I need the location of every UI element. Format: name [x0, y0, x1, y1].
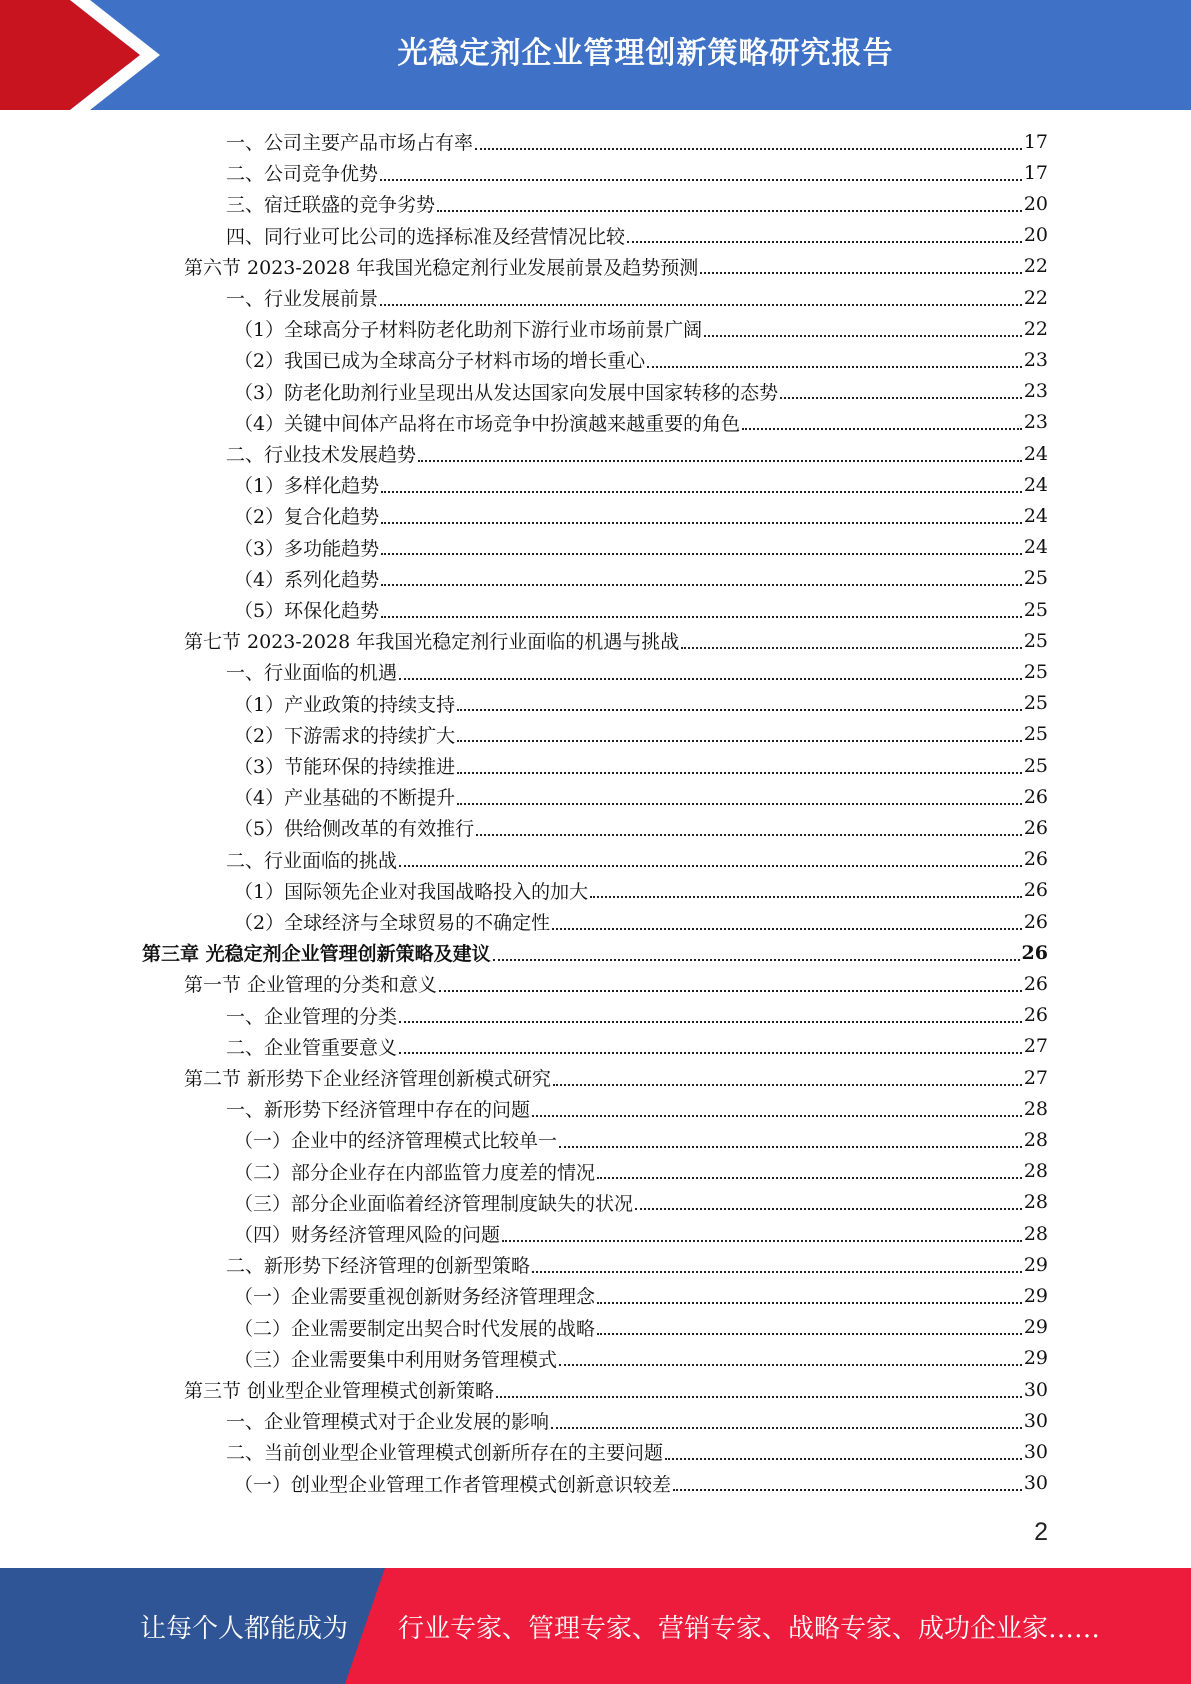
- toc-dot-leader: [381, 522, 1022, 524]
- toc-dot-leader: [590, 896, 1022, 898]
- toc-entry-page: 30: [1023, 1409, 1048, 1432]
- toc-entry[interactable]: [234, 1156, 1048, 1187]
- toc-entry-title: （4）系列化趋势: [234, 568, 380, 591]
- toc-entry-title: （三）部分企业面临着经济管理制度缺失的状况: [234, 1192, 634, 1215]
- toc-dot-leader: [437, 210, 1022, 212]
- toc-entry[interactable]: [234, 407, 1048, 438]
- page-footer: [0, 1568, 1191, 1684]
- toc-entry-title: 第三节 创业型企业管理模式创新策略: [184, 1380, 495, 1402]
- toc-entry-title: 一、企业管理模式对于企业发展的影响: [226, 1411, 550, 1434]
- toc-dot-leader: [647, 366, 1022, 368]
- toc-entry[interactable]: [234, 469, 1048, 500]
- toc-dot-leader: [673, 1489, 1022, 1491]
- toc-dot-leader: [780, 397, 1022, 399]
- toc-dot-leader: [704, 335, 1022, 337]
- toc-dot-leader: [380, 304, 1022, 306]
- toc-entry-title: 一、行业面临的机遇: [226, 662, 398, 685]
- toc-entry-title: 二、公司竞争优势: [226, 163, 379, 186]
- toc-entry[interactable]: [234, 594, 1048, 625]
- toc-entry-title: 第七节 2023-2028 年我国光稳定剂行业面临的机遇与挑战: [184, 631, 680, 654]
- toc-entry-page: 30: [1023, 1440, 1048, 1463]
- toc-entry-page: 17: [1023, 161, 1048, 184]
- toc-dot-leader: [399, 678, 1022, 680]
- toc-entry[interactable]: [234, 376, 1048, 407]
- toc-entry-title: （4）产业基础的不断提升: [234, 787, 456, 810]
- toc-entry-title: 第一节 企业管理的分类和意义: [184, 974, 438, 997]
- toc-entry[interactable]: [234, 532, 1048, 563]
- toc-entry-title: 第六节 2023-2028 年我国光稳定剂行业发展前景及趋势预测: [184, 256, 699, 279]
- toc-entry-page: 26: [1023, 785, 1048, 808]
- toc-dot-leader: [418, 460, 1022, 462]
- toc-entry-page: 20: [1023, 224, 1048, 247]
- toc-dot-leader: [457, 740, 1022, 742]
- toc-entry-title: 一、新形势下经济管理中存在的问题: [226, 1099, 531, 1122]
- toc-dot-leader: [665, 1458, 1022, 1460]
- toc-entry-page: 24: [1023, 536, 1048, 559]
- toc-entry-title: （1）多样化趋势: [234, 475, 380, 498]
- toc-entry[interactable]: [226, 438, 1048, 469]
- toc-dot-leader: [476, 834, 1022, 836]
- toc-dot-leader: [381, 553, 1022, 555]
- toc-dot-leader: [493, 959, 1020, 961]
- toc-entry-page: 22: [1023, 286, 1048, 309]
- toc-entry-page: 28: [1023, 1097, 1048, 1120]
- toc-dot-leader: [381, 616, 1022, 618]
- toc-dot-leader: [627, 241, 1022, 243]
- toc-entry[interactable]: [226, 1000, 1048, 1031]
- toc-entry[interactable]: [234, 1343, 1048, 1374]
- toc-entry[interactable]: [234, 812, 1048, 843]
- toc-entry-page: 29: [1023, 1253, 1048, 1276]
- toc-entry-title: （三）企业需要集中利用财务管理模式: [234, 1348, 558, 1371]
- toc-entry-title: 二、企业管重要意义: [226, 1036, 398, 1059]
- toc-dot-leader: [399, 865, 1022, 867]
- toc-dot-leader: [635, 1208, 1022, 1210]
- toc-entry-title: 四、同行业可比公司的选择标准及经营情况比较: [226, 225, 626, 248]
- toc-dot-leader: [681, 647, 1022, 649]
- toc-entry[interactable]: [234, 688, 1048, 719]
- toc-entry-page: 29: [1023, 1347, 1048, 1370]
- toc-entry[interactable]: [234, 781, 1048, 812]
- toc-entry[interactable]: [226, 1093, 1048, 1124]
- toc-dot-leader: [439, 990, 1022, 992]
- toc-entry[interactable]: [234, 344, 1048, 375]
- toc-entry-page: 23: [1023, 411, 1048, 434]
- footer-slogan-right: 行业专家、管理专家、营销专家、战略专家、成功企业家……: [398, 1614, 1101, 1644]
- toc-dot-leader: [597, 1177, 1022, 1179]
- page-number: 2: [1034, 1518, 1048, 1546]
- toc-dot-leader: [532, 1271, 1022, 1273]
- toc-dot-leader: [597, 1333, 1022, 1335]
- toc-entry-title: 一、企业管理的分类: [226, 1005, 398, 1028]
- toc-entry-page: 25: [1023, 598, 1048, 621]
- toc-entry-title: （2）全球经济与全球贸易的不确定性: [234, 912, 551, 934]
- toc-entry-title: （二）企业需要制定出契合时代发展的战略: [234, 1317, 596, 1340]
- toc-entry-page: 17: [1023, 130, 1048, 153]
- toc-dot-leader: [381, 584, 1022, 586]
- toc-entry-page: 30: [1023, 1472, 1048, 1495]
- toc-entry-title: 一、公司主要产品市场占有率: [226, 132, 474, 154]
- toc-entry[interactable]: [234, 1468, 1048, 1499]
- toc-dot-leader: [457, 772, 1022, 774]
- toc-entry[interactable]: [226, 1031, 1048, 1062]
- toc-dot-leader: [502, 1240, 1022, 1242]
- toc-entry[interactable]: [184, 251, 1048, 282]
- toc-entry[interactable]: [234, 563, 1048, 594]
- toc-dot-leader: [700, 272, 1022, 274]
- toc-dot-leader: [551, 1427, 1022, 1429]
- toc-entry[interactable]: [226, 1436, 1048, 1467]
- toc-entry-page: 26: [1023, 848, 1048, 871]
- toc-entry-title: （5）环保化趋势: [234, 600, 380, 622]
- toc-entry[interactable]: [184, 1374, 1048, 1405]
- toc-dot-leader: [597, 1302, 1022, 1304]
- toc-entry[interactable]: [226, 1405, 1048, 1436]
- toc-entry[interactable]: [234, 1218, 1048, 1249]
- toc-entry[interactable]: [234, 313, 1048, 344]
- toc-dot-leader: [553, 1084, 1022, 1086]
- toc-entry-title: （四）财务经济管理风险的问题: [234, 1224, 501, 1246]
- toc-entry[interactable]: [234, 719, 1048, 750]
- toc-entry[interactable]: [234, 1187, 1048, 1218]
- toc-dot-leader: [399, 1052, 1022, 1054]
- toc-dot-leader: [559, 1364, 1022, 1366]
- toc-dot-leader: [742, 428, 1022, 430]
- toc-entry-page: 30: [1023, 1378, 1048, 1401]
- toc-entry-title: （2）我国已成为全球高分子材料市场的增长重心: [234, 350, 646, 373]
- toc-entry-title: 二、行业面临的挑战: [226, 849, 398, 872]
- toc-entry-title: （一）企业中的经济管理模式比较单一: [234, 1130, 558, 1153]
- toc-entry-page: 25: [1023, 567, 1048, 590]
- toc-entry[interactable]: [226, 282, 1048, 313]
- toc-dot-leader: [552, 928, 1022, 930]
- toc-entry[interactable]: [226, 844, 1048, 875]
- toc-entry-page: 28: [1023, 1191, 1048, 1214]
- toc-entry-page: 25: [1023, 754, 1048, 777]
- toc-entry-page: 28: [1023, 1128, 1048, 1151]
- toc-entry[interactable]: [234, 500, 1048, 531]
- page-header: [0, 0, 1191, 110]
- toc-entry-title: 二、当前创业型企业管理模式创新所存在的主要问题: [226, 1442, 664, 1465]
- toc-dot-leader: [559, 1146, 1022, 1148]
- toc-entry[interactable]: [234, 750, 1048, 781]
- toc-entry-title: （4）关键中间体产品将在市场竞争中扮演越来越重要的角色: [234, 412, 741, 435]
- toc-entry[interactable]: [142, 937, 1048, 968]
- toc-entry[interactable]: [184, 625, 1048, 656]
- toc-entry[interactable]: [184, 1062, 1048, 1093]
- toc-entry[interactable]: [226, 220, 1048, 251]
- toc-entry-title: （2）复合化趋势: [234, 506, 380, 529]
- toc-entry-page: 26: [1023, 816, 1048, 839]
- toc-entry-page: 28: [1023, 1222, 1048, 1245]
- toc-entry-title: （一）创业型企业管理工作者管理模式创新意识较差: [234, 1473, 672, 1496]
- toc-dot-leader: [381, 491, 1022, 493]
- toc-entry[interactable]: [226, 157, 1048, 188]
- toc-dot-leader: [532, 1115, 1022, 1117]
- toc-entry-title: （1）国际领先企业对我国战略投入的加大: [234, 880, 589, 903]
- toc-entry-page: 25: [1023, 629, 1048, 652]
- toc-entry-page: 28: [1023, 1160, 1048, 1183]
- toc-dot-leader: [457, 803, 1022, 805]
- toc-entry-title: 第三章 光稳定剂企业管理创新策略及建议: [142, 943, 491, 966]
- toc-entry-title: 一、行业发展前景: [226, 288, 379, 310]
- footer-slogan-left: 让每个人都能成为: [140, 1614, 349, 1644]
- toc-entry-page: 29: [1023, 1284, 1048, 1307]
- toc-entry-title: （3）多功能趋势: [234, 537, 380, 560]
- toc-entry-page: 26: [1021, 941, 1048, 964]
- toc-entry-page: 24: [1023, 473, 1048, 496]
- toc-entry-page: 26: [1023, 1004, 1048, 1027]
- toc-entry-title: （3）防老化助剂行业呈现出从发达国家向发展中国家转移的态势: [234, 381, 779, 404]
- toc-entry-page: 29: [1023, 1316, 1048, 1339]
- toc-entry-page: 26: [1023, 910, 1048, 933]
- toc-entry[interactable]: [234, 1280, 1048, 1311]
- toc-entry-page: 23: [1023, 380, 1048, 403]
- toc-entry[interactable]: [234, 1124, 1048, 1155]
- toc-dot-leader: [457, 709, 1022, 711]
- toc-entry-page: 24: [1023, 442, 1048, 465]
- toc-entry[interactable]: [234, 875, 1048, 906]
- toc-entry-page: 25: [1023, 660, 1048, 683]
- toc-entry[interactable]: [234, 906, 1048, 937]
- toc-dot-leader: [496, 1396, 1022, 1398]
- toc-entry-page: 25: [1023, 692, 1048, 715]
- toc-entry-title: （1）产业政策的持续支持: [234, 693, 456, 716]
- toc-entry-title: （5）供给侧改革的有效推行: [234, 818, 475, 841]
- toc-entry-title: 三、宿迁联盛的竞争劣势: [226, 194, 436, 217]
- toc-entry[interactable]: [234, 1312, 1048, 1343]
- toc-entry-title: 二、新形势下经济管理的创新型策略: [226, 1255, 531, 1278]
- toc-entry-title: 第二节 新形势下企业经济管理创新模式研究: [184, 1068, 552, 1090]
- report-title: 光稳定剂企业管理创新策略研究报告: [397, 36, 894, 71]
- toc-entry-title: （1）全球高分子材料防老化助剂下游行业市场前景广阔: [234, 319, 703, 342]
- toc-entry[interactable]: [226, 126, 1048, 157]
- toc-dot-leader: [399, 1021, 1022, 1023]
- toc-entry-page: 24: [1023, 504, 1048, 527]
- toc-entry-page: 26: [1023, 972, 1048, 995]
- toc-entry-title: （二）部分企业存在内部监管力度差的情况: [234, 1161, 596, 1184]
- toc-dot-leader: [380, 179, 1022, 181]
- toc-entry-page: 25: [1023, 723, 1048, 746]
- toc-entry-title: 二、行业技术发展趋势: [226, 444, 417, 466]
- toc-entry-page: 20: [1023, 192, 1048, 215]
- toc-entry-title: （3）节能环保的持续推进: [234, 756, 456, 778]
- toc-entry[interactable]: [226, 1249, 1048, 1280]
- toc-entry-page: 22: [1023, 255, 1048, 278]
- toc-entry-page: 27: [1023, 1066, 1048, 1089]
- toc-entry[interactable]: [226, 656, 1048, 687]
- toc-entry-title: （一）企业需要重视创新财务经济管理理念: [234, 1286, 596, 1309]
- toc-entry[interactable]: [226, 188, 1048, 219]
- toc-entry[interactable]: [184, 968, 1048, 999]
- toc-entry-page: 26: [1023, 879, 1048, 902]
- toc-entry-page: 27: [1023, 1035, 1048, 1058]
- toc-entry-title: （2）下游需求的持续扩大: [234, 724, 456, 747]
- toc-entry-page: 22: [1023, 317, 1048, 340]
- toc-entry-page: 23: [1023, 348, 1048, 371]
- toc-dot-leader: [475, 148, 1022, 150]
